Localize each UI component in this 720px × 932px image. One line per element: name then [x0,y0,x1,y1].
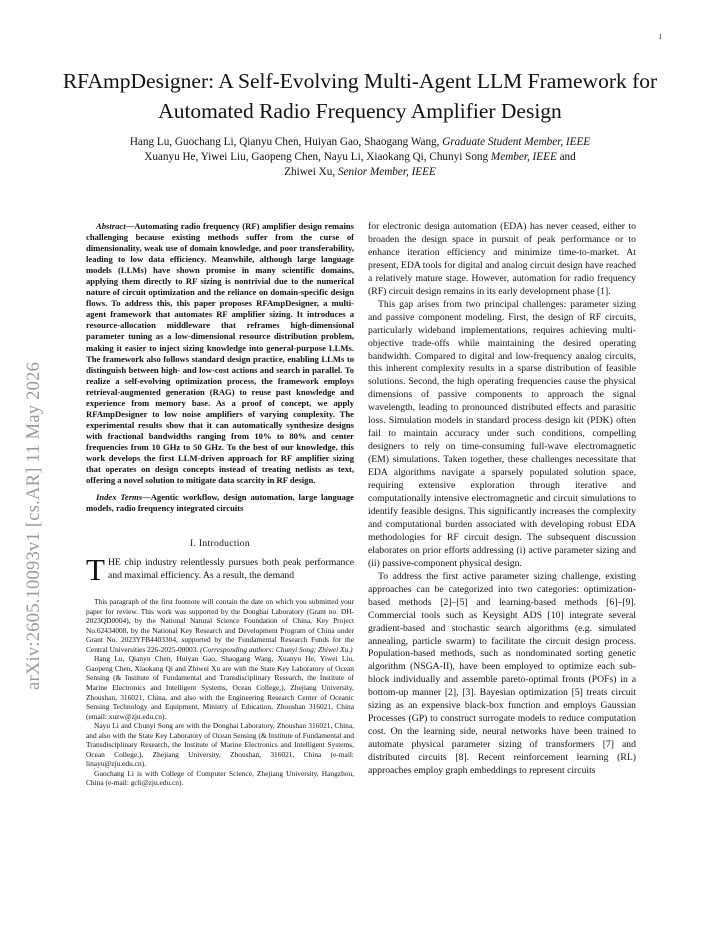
author-line-2 [60,150,660,165]
footnote-3: Nayu Li and Chunyi Song are with the Donghai Laboratory, Zhoushan 316021, China, and also with the State Key Laboratory of Ocean Sensing (& Institute of Fundamental and Transdisciplinary Research, the Institute of Marine Electronics and Intelligent Systems, Ocean College,), Zhejiang University, Zhoushan, 316021, China (e-mail: linayu@zju.edu.cn). [86,721,354,769]
left-column [86,221,354,788]
index-terms-text: —Agentic workflow, design automation, large language models, radio frequency integrated circuits [86,492,355,514]
abstract-text: —Automating radio frequency (RF) amplifier design remains challenging because existing methods suffer from the curse of dimensionality, weak use of domain knowledge, and poor transferability, leading to low data efficiency. Meanwhile, although large language models (LLMs) have shown promise in many scientific domains, applying them directly to RF sizing is nontrivial due to the numerical nature of circuit optimization and the reliance on domain-specific design flows. To address this, this paper proposes RFAmpDesigner, a multi-agent framework that automates RF amplifier sizing. It introduces a resource-allocation middleware that reframes high-dimensional parameter tuning as a low-dimensional resource distribution problem, making it easier to inject sizing knowledge into general-purpose LLMs. The framework also follows standard design practice, enabling LLMs to distinguish between high- and low-cost actions and search in parallel. To realize a self-evolving optimization process, the framework employs retrieval-augmented generation (RAG) to reuse past knowledge and experience from memory base. As a proof of concept, we apply RFAmpDesigner to low noise amplifiers of varying complexity. The experimental results show that it can automatically synthesize designs with fractional bandwidths ranging from 10% to 80% and center frequencies from 10 GHz to 50 GHz. To the best of our knowledge, this work develops the first LLM-driven approach for RF amplifier sizing that operates on design concepts instead of treating netlists as text, offering a novel solution to mitigate data scarcity in RF design. [86,221,354,486]
body-paragraph-2: This gap arises from two principal challenges: parameter sizing and passive component modeling. First, the design of RF circuits, particularly wideband implementations, requires achieving multi-objective trade-offs while maintaining the desired operating bandwidth. Compared to digital and low-frequency analog circuits, this inherent complexity results in a sparse distribution of feasible solutions. Second, the high operating frequencies cause the physical dimensions of passive components to approach the signal wavelength, leading to pronounced distributed effects and parasitic loss. Simulation models in standard process design kit (PDK) often fail to maintain accuracy under such conditions, compelling designers to rely on time-consuming full-wave electromagnetic (EM) simulations. Taken together, these challenges necessitate that EDA algorithms navigate a sparsely populated solution space, requiring extensive exploration through iterative and computationally intensive electromagnetic and circuit simulations to identify feasible designs. This significantly increases the complexity and computational burden associated with developing robust EDA methodologies for RF circuit design. The subsequent discussion elaborates on prior efforts addressing (i) active parameter sizing and (ii) passive-component physical design. [368,298,636,569]
index-terms [86,492,354,514]
body-paragraph-1: for electronic design automation (EDA) has never ceased, either to broaden the design space in pursuit of peak performance or to enhance iteration efficiency and minimize time-to-market. At present, EDA tools for digital and analog circuit design have reached a relatively mature stage. However, automation for radio frequency (RF) circuit design remains in its early development phase [1]. [368,221,636,297]
author-line-3 [60,165,660,180]
author-and: and [559,151,576,164]
intro-caps: HE [107,557,121,569]
footnote-1 [86,597,354,654]
footnote-1-text: This paragraph of the first footnote will contain the date on which you submitted your paper for review. This work was supported by the Donghai Laboratory (Grant no. DH-2023QD0004), by the National Natural Science Foundation of China, Key Project No.62434008, by the National Key Research and Development Program of China under Grant No. 2023YFB4403304, supported by the Fundamental Research Funds for the Central Universities 226-2025-00003. [86,597,354,654]
right-column [368,221,636,778]
page-number: 1 [658,33,662,41]
arxiv-stamp: arXiv:2605.10093v1 [cs.AR] 11 May 2026 [23,361,44,690]
abstract [86,221,354,486]
author-role-1: Graduate Student Member, IEEE [442,136,591,148]
intro-text: chip industry relentlessly pursues both peak performance and maximal efficiency. As a result, the demand [107,557,354,582]
paper-title: RFAmpDesigner: A Self-Evolving Multi-Agent LLM Framework for Automated Radio Frequency Amplifier Design [62,69,658,123]
author-names-3: Zhiwei Xu, [284,166,336,179]
footnote-4: Guochang Li is with College of Computer Science, Zhejiang University, Hangzhou, China (e-mail: gcli@zju.edu.cn). [86,768,354,788]
author-line-1 [60,135,660,150]
author-role-2: Member, IEEE [490,151,557,164]
footnote-2: Hang Lu, Qianyu Chen, Huiyan Gao, Shaogang Wang, Xuanyu He, Yiwei Liu, Gaopeng Chen, Xiaokang Qi and Zhiwei Xu are with the State Key Laboratory of Ocean Sensing (& Institute of Fundamental and Transdisciplinary Research, the Institute of Marine Electronics and Intelligent Systems, Ocean College,), Zhejiang University, Zhoushan, 316021, China, and also with the Engineering Research Center of Oceanic Sensing Technology and Equipment, Ministry of Education, Zhoushan 316021, China (email: xuzw@zju.edu.cn). [86,654,354,721]
section-heading: I. Introduction [190,538,250,550]
author-role-3: Senior Member, IEEE [337,166,436,179]
footnotes [86,597,354,788]
author-block [60,135,660,181]
index-terms-label: Index Terms [96,492,143,503]
abstract-label: Abstract [96,221,126,231]
author-names-2: Xuanyu He, Yiwei Liu, Gaopeng Chen, Nayu Li, Xiaokang Qi, Chunyi Song [144,151,489,164]
drop-cap: T [86,552,105,588]
author-names-1: Hang Lu, Guochang Li, Qianyu Chen, Huiyan Gao, Shaogang Wang, [129,136,440,148]
body-paragraph-3: To address the first active parameter sizing challenge, existing approaches can be categorized into two categories: optimization-based methods [2]–[5] and learning-based methods [6]–[9]. Commercial tools such as Keysight ADS [10] integrate several gradient-based and stochastic search algorithms (e.g. simulated annealing, particle swarm) to facilitate the circuit design process. Population-based methods, such as nondominated sorting genetic algorithm (NSGA-II), have been employed to optimize each sub-block individually and assemble pareto-optimal fronts (POFs) in a bottom-up manner [2], [3]. Bayesian optimization [5] treats circuit sizing as an expensive black-box function and employs Gaussian Processes (GP) to construct surrogate models to reduce computation cost. On the learning side, neural networks have been trained to automate physical parameter sizing of transformers [7] and distributed circuits [8]. Recent reinforcement learning (RL) approaches employ graph embeddings to represent circuits [368,570,636,777]
intro-paragraph [86,552,354,588]
footnote-1-corresponding: (Corresponding authors: Chunyi Song; Zhiwei Xu.) [200,644,353,654]
